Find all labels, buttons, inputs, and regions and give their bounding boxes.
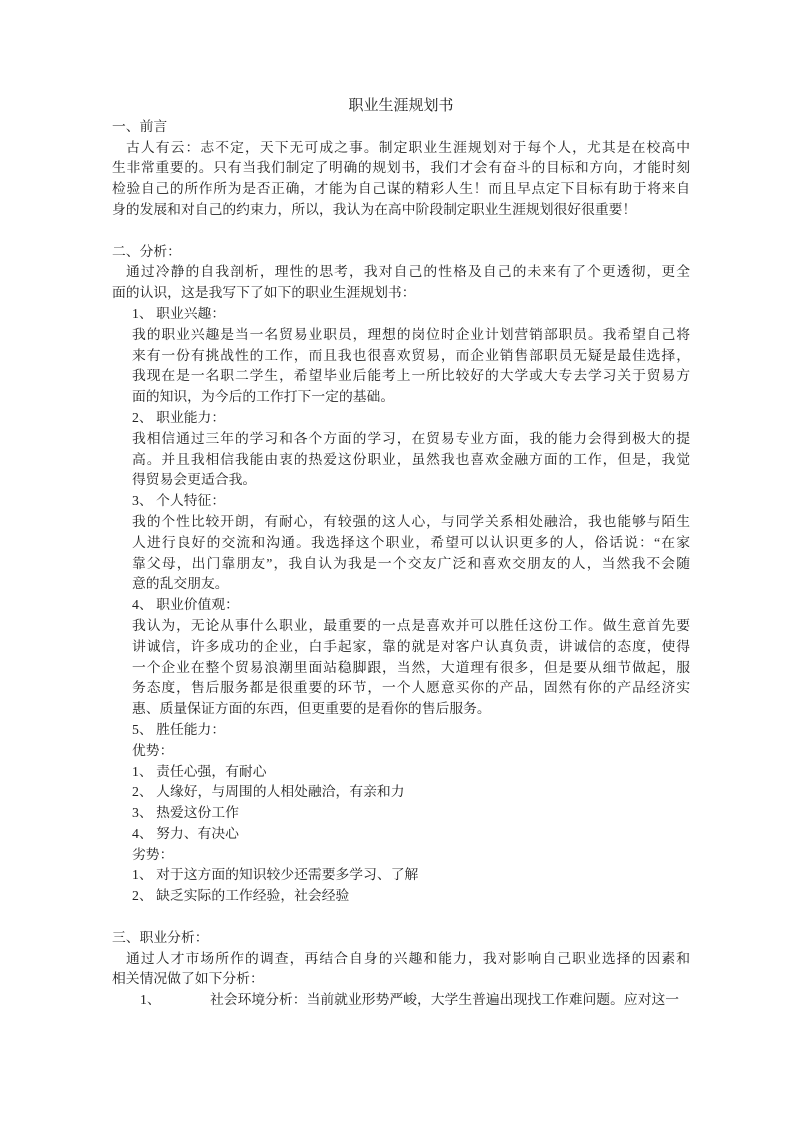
list-line: 3、 个人特征： (132, 493, 226, 509)
list-line: 讲诚信，许多成功的企业，白手起家，靠的就是对客户认真负责，讲诚信的态度，使得 (132, 638, 690, 654)
list-line: 1、 责任心强，有耐心 (132, 763, 267, 779)
document-title: 职业生涯规划书 (348, 98, 454, 114)
list-line: 劣势： (132, 846, 174, 862)
line-text: 社会环境分析：当前就业形势严峻，大学生普遍出现找工作难问题。应对这一 (210, 992, 680, 1008)
blank-line (112, 221, 690, 242)
list-line: 2、 职业能力： (132, 409, 226, 425)
list-number: 1、 (140, 992, 161, 1008)
list-line: 4、 努力、有决心 (132, 825, 239, 841)
document-body (112, 96, 690, 1011)
list-line: 1、 职业兴趣： (132, 305, 226, 321)
list-line: 意的乱交朋友。 (132, 576, 229, 592)
paragraph-line: 相关情况做了如下分析： (112, 971, 264, 987)
list-line: 2、 缺乏实际的工作经验，社会经验 (132, 888, 350, 904)
list-line: 我的个性比较开朗，有耐心，有较强的这人心，与同学关系相处融洽，我也能够与陌生 (132, 513, 690, 529)
paragraph-line: 身的发展和对自己的约束力，所以，我认为在高中阶段制定职业生涯规划很好很重要！ (112, 201, 637, 217)
paragraph-line: 古人有云：志不定，天下无可成之事。制定职业生涯规划对于每个人，尤其是在校高中 (126, 139, 690, 155)
list-line: 5、 胜任能力： (132, 721, 226, 737)
paragraph-line: 生非常重要的。只有当我们制定了明确的规划书，我们才会有奋斗的目标和方向，才能时刻 (112, 160, 690, 176)
paragraph-line: 检验自己的所作所为是否正确，才能为自己谋的精彩人生！而且早点定下目标有助于将来自 (112, 181, 690, 197)
list-line: 务态度，售后服务都是很重要的环节，一个人愿意买你的产品，固然有你的产品经济实 (132, 680, 690, 696)
list-line: 我认为，无论从事什么职业，最重要的一点是喜欢并可以胜任这份工作。做生意首先要 (132, 617, 690, 633)
list-line: 2、 人缘好，与周围的人相处融洽，有亲和力 (132, 784, 405, 800)
list-line: 面的知识，为今后的工作打下一定的基础。 (132, 389, 395, 405)
list-line: 得贸易会更适合我。 (132, 472, 257, 488)
list-line: 1、 对于这方面的知识较少还需要多学习、了解 (132, 867, 419, 883)
paragraph-line: 通过冷静的自我剖析，理性的思考，我对自己的性格及自己的未来有了个更透彻，更全 (126, 264, 690, 280)
list-line: 4、 职业价值观： (132, 597, 239, 613)
list-line: 惠、质量保证方面的东西，但更重要的是看你的售后服务。 (132, 701, 491, 717)
list-line: 靠父母，出门靠朋友”，我自认为我是一个交友广泛和喜欢交朋友的人，当然我不会随 (132, 555, 690, 571)
list-line (140, 990, 690, 1011)
paragraph-line: 面的认识，这是我写下了如下的职业生涯规划书： (112, 285, 416, 301)
list-line: 优势： (132, 742, 174, 758)
list-line: 我现在是一名职二学生，希望毕业后能考上一所比较好的大学或大专去学习关于贸易方 (132, 368, 690, 384)
section-heading: 二、分析： (112, 243, 181, 259)
list-line: 3、 热爱这份工作 (132, 805, 239, 821)
list-line: 高。并且我相信我能由衷的热爱这份职业，虽然我也喜欢金融方面的工作，但是，我觉 (132, 451, 690, 467)
section-heading: 一、前言 (112, 118, 168, 134)
list-line: 我相信通过三年的学习和各个方面的学习，在贸易专业方面，我的能力会得到极大的提 (132, 430, 690, 446)
blank-line (112, 907, 690, 928)
list-line: 来有一份有挑战性的工作，而且我也很喜欢贸易，而企业销售部职员无疑是最佳选择， (132, 347, 690, 363)
list-line: 我的职业兴趣是当一名贸易业职员，理想的岗位时企业计划营销部职员。我希望自己将 (132, 326, 690, 342)
section-heading: 三、职业分析： (112, 929, 209, 945)
list-line: 人进行良好的交流和沟通。我选择这个职业，希望可以认识更多的人，俗话说：“在家 (132, 534, 690, 550)
paragraph-line: 通过人才市场所作的调查，再结合自身的兴趣和能力，我对影响自己职业选择的因素和 (126, 950, 690, 966)
list-line: 一个企业在整个贸易浪潮里面站稳脚跟，当然，大道理有很多，但是要从细节做起，服 (132, 659, 690, 675)
